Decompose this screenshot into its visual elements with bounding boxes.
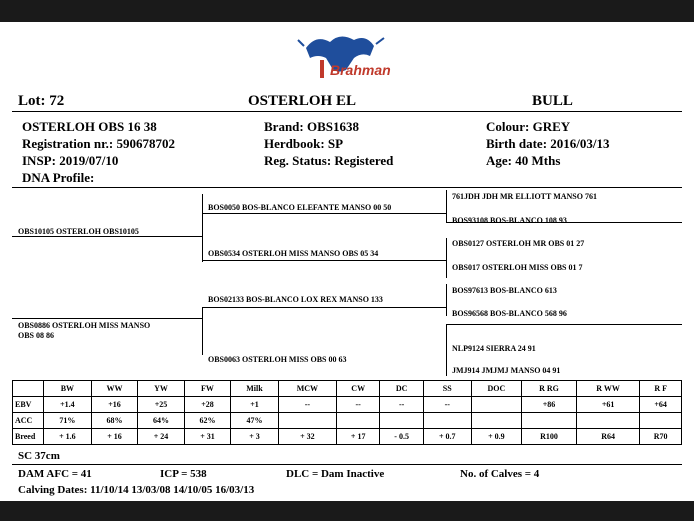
number-of-calves: No. of Calves = 4 bbox=[460, 468, 540, 480]
calving-dates: Calving Dates: 11/10/14 13/03/08 14/10/05 16/03/13 bbox=[18, 484, 255, 496]
sire: OBS10105 OSTERLOH OBS10105 bbox=[18, 227, 139, 236]
dlc: DLC = Dam Inactive bbox=[286, 468, 385, 480]
dam-sire-sire: BOS97613 BOS-BLANCO 613 bbox=[452, 286, 557, 295]
dam-sire: BOS02133 BOS-BLANCO LOX REX MANSO 133 bbox=[208, 295, 383, 304]
sire-sire-sire: 761JDH JDH MR ELLIOTT MANSO 761 bbox=[452, 192, 597, 201]
sire-dam-sire: OBS0127 OSTERLOH MR OBS 01 27 bbox=[452, 239, 585, 248]
sire-sire-dam: BOS93108 BOS-BLANCO 108 93 bbox=[452, 216, 567, 225]
dam-dam-dam: JMJ914 JMJMJ MANSO 04 91 bbox=[452, 366, 561, 375]
animal-name: OSTERLOH OBS 16 38 bbox=[22, 119, 157, 134]
age: Age: 40 Mths bbox=[486, 153, 561, 168]
sire-dam-dam: OBS017 OSTERLOH MISS OBS 01 7 bbox=[452, 263, 583, 272]
birth-date: Birth date: 2016/03/13 bbox=[486, 136, 610, 151]
acc-row: ACC 71% 68% 64% 62% 47% bbox=[13, 413, 682, 429]
registration-number: Registration nr.: 590678702 bbox=[22, 136, 175, 151]
info-column-2 bbox=[264, 118, 393, 169]
ebv-table bbox=[12, 380, 682, 445]
info-rule bbox=[12, 187, 682, 188]
brand: Brand: OBS1638 bbox=[264, 119, 359, 134]
dam-sire-dam: BOS96568 BOS-BLANCO 568 96 bbox=[452, 309, 567, 318]
dam-dam-sire: NLP9124 SIERRA 24 91 bbox=[452, 344, 536, 353]
icp: ICP = 538 bbox=[160, 468, 207, 480]
dna-profile: DNA Profile: bbox=[22, 170, 95, 185]
animal-title: OSTERLOH EL bbox=[248, 93, 356, 109]
inspection-date: INSP: 2019/07/10 bbox=[22, 153, 119, 168]
ebv-row: EBV +1.4 +16 +25 +28 +1 -- -- -- -- +86 +61 +64 bbox=[13, 397, 682, 413]
dam-code: OBS 08 86 bbox=[18, 331, 55, 340]
info-column-1 bbox=[22, 118, 175, 186]
lot-header bbox=[12, 93, 680, 111]
ebv-header-row: BW WW YW FW Milk MCW CW DC SS DOC R RG R WW R F bbox=[13, 381, 682, 397]
colour: Colour: GREY bbox=[486, 119, 571, 134]
brahman-logo-text: Brahman bbox=[330, 62, 391, 78]
scrotal-circumference: SC 37cm bbox=[18, 450, 60, 462]
dam-dam: OBS0063 OSTERLOH MISS OBS 00 63 bbox=[208, 355, 347, 364]
footer-rule bbox=[12, 464, 682, 465]
info-column-3 bbox=[486, 118, 610, 169]
catalogue-page bbox=[0, 22, 694, 501]
breed-row: Breed + 1.6 + 16 + 24 + 31 + 3 + 32 + 17 - 0.5 + 0.7 + 0.9 R100 R64 R70 bbox=[13, 429, 682, 445]
header-rule bbox=[12, 111, 682, 112]
lot-number: Lot: 72 bbox=[18, 93, 65, 109]
sire-dam: OBS0534 OSTERLOH MISS MANSO OBS 05 34 bbox=[208, 249, 379, 258]
registration-status: Reg. Status: Registered bbox=[264, 153, 394, 168]
animal-sex: BULL bbox=[532, 93, 573, 109]
dam-afc: DAM AFC = 41 bbox=[18, 468, 92, 480]
dam-name: OBS0886 OSTERLOH MISS MANSO bbox=[18, 321, 151, 330]
sire-sire: BOS0050 BOS-BLANCO ELEFANTE MANSO 00 50 bbox=[208, 203, 392, 212]
herdbook: Herdbook: SP bbox=[264, 136, 344, 151]
